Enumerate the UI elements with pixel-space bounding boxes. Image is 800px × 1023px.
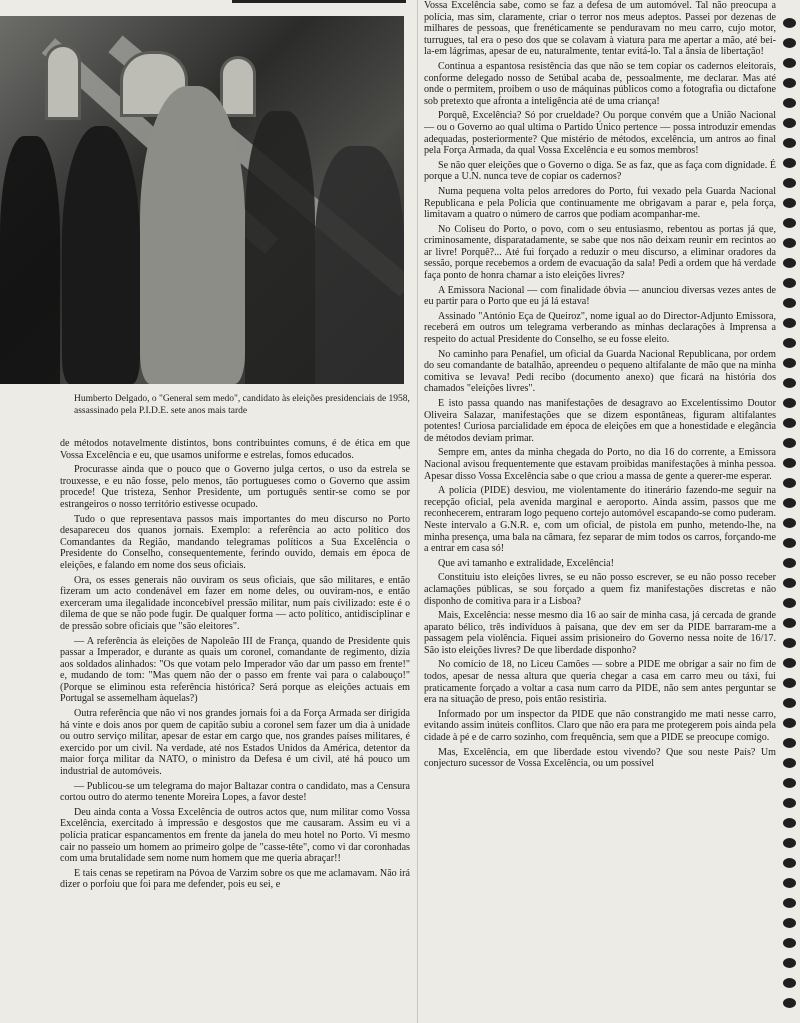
paragraph: Tudo o que representava passos mais importantes do meu discurso no Porto desapareceu dos quanos jornais. Exemplo: a referência ao acto político dos Comandantes da Região, mandando telegramas políticos a Sua Excelência o Presidente do Conselho, consequentemente, ferindo ouvido, demais em época de eleições, e falando em nome dos seus oficiais.	[60, 513, 410, 571]
binding-hole	[783, 78, 796, 88]
binding-hole	[783, 98, 796, 108]
binding-hole	[783, 478, 796, 488]
arched-window	[220, 56, 256, 117]
binding-hole	[783, 918, 796, 928]
paragraph: No caminho para Penafiel, um oficial da Guarda Nacional Republicana, por ordem do seu comandante de batalhão, apreendeu o pequeno altifalante de mão que na minha comitiva se levava! Pedi recibo (documento anexo) que ficará na história dos chamados "eleições livres".	[424, 348, 776, 395]
crowd-silhouette	[315, 146, 404, 384]
binding-hole	[783, 118, 796, 128]
historical-photograph	[0, 16, 404, 384]
paragraph: Procurasse ainda que o pouco que o Governo julga certos, o uso da estrela se trouxesse, e eu não fosse, pelo menos, tão portugueses como o Governo que assim procede! Que tristeza, Senhor Presidente, um português sentir-se como se por estrangeiros o nosso território estivesse ocupado.	[60, 464, 410, 510]
binding-hole	[783, 278, 796, 288]
crowd-silhouette	[245, 111, 315, 384]
paragraph: Que avi tamanho e extralidade, Excelência!	[438, 557, 614, 569]
paragraph: E tais cenas se repetiram na Póvoa de Varzim sobre os que me aclamavam. Não irá dizer o porfoiu que foi para me defender, pois eu sei, e	[60, 867, 410, 891]
binding-hole	[783, 698, 796, 708]
paragraph: Continua a espantosa resistência das que não se tem copiar os cadernos eleitorais, conforme delegado nosso de Setúbal acaba de, pessoalmente, me declarar. Mas até onde o permitem, proibem o uso de máquinas públicos como a fotografia ou dictafone sob pretexto que afronta a inteligência até de uma criança!	[424, 60, 776, 107]
paragraph: Outra referência que não vi nos grandes jornais foi a da Força Armada ser dirigida há vinte e dois anos por quem de capitão subiu a coronel sem fazer um dia à unidade ou outro serviço militar, apesar de estar em cargo que, nos grandes países militares, é exercido por um civil. Na verdade, até nos Estados Unidos da América, detentor da maior força militar da NATO, o ministro da Defesa é um civil, até há pouco um industrial de automóveis.	[60, 708, 410, 778]
binding-hole	[783, 518, 796, 528]
binding-hole	[783, 158, 796, 168]
binding-hole	[783, 678, 796, 688]
paragraph: Ora, os esses generais não ouviram os seus oficiais, que são militares, e então fizeram um acto condenável em fazer em nome deles, ou ouviram-nos, e então exerceram uma ilegalidade inconcebível pressão militar, num país civilizado: este é o dilema de que se não pode fugir. De qualquer forma — acto político, antidisciplinar e de pressão sobre oficiais que "são eleitores".	[60, 574, 410, 632]
paragraph: Constituiu isto eleições livres, se eu não posso escrever, se eu não posso receber aclamações públicas, se sou forçado a quem fiz manifestações discretas e não disponho de comitiva para ir a Lisboa?	[424, 572, 776, 607]
binding-hole	[783, 18, 796, 28]
binding-hole	[783, 618, 796, 628]
paragraph: Vossa Excelência sabe, como se faz a defesa de um automóvel. Tal não preocupa a polícia, mas sim, claramente, criar o terror nos meus adeptos. Passei por dezenas de milhares de pessoas, que frenéticamente se penduravam no meu carro, cujo motor, turrugues, tal era o peso dos que se colavam à viatura para me apertar a mão, até bei-la-em lágrimas, apesar de eu, naturalmente, tentar evitá-lo. Tal a ânsia de libertação!	[424, 0, 776, 58]
binding-hole	[783, 938, 796, 948]
binding-hole	[783, 858, 796, 868]
paragraph: Porquê, Excelência? Só por crueldade? Ou porque convém que a União Nacional — ou o Governo ao qual ultima o Partido Único pertence — possa introduzir emendas adequadas, posteriormente? Que mistério de métodos, excelência, um antros ao final pela Força Armada, da qual Vossa Excelência e eu somos membros!	[424, 110, 776, 157]
binding-hole	[783, 738, 796, 748]
binding-hole	[783, 398, 796, 408]
paragraph: E isto passa quando nas manifestações de desagravo ao Excelentíssimo Doutor Oliveira Salazar, manifestações que se dizem espontâneas, figuram altifalantes potentes! Curiosa parcialidade em época de eleições em que a honestidade e elegância de métodos deviam primar.	[424, 398, 776, 444]
binding-hole	[783, 798, 796, 808]
paragraph: — A referência às eleições de Napoleão III de França, quando de Presidente quis passar a Imperador, e durante as quais um coronel, comandante de regimento, dizia aos soldados alinhados: "Os que votam pelo Imperador vão dar um passo em frente!" e, mudando de tom: "Mas quem não der o passo em frente vai para o calabouço!" (Porque se eliminou esta referência histórica? Será porque as eleições actuais em Portugal se assemelham àquelas?)	[60, 635, 410, 705]
paragraph: Deu ainda conta a Vossa Excelência de outros actos que, num militar como Vossa Excelência, exercitado à impressão e desgostos que me causaram. Assim eu vi a polícia praticar espancamentos em frente da janela do meu hotel no Porto. Vi mesmo cair no passeio um homem ao primeiro golpe de "casse-tête", como vi dar coronhadas com uma brutalidade sem nome num homem que me queria abraçar!!	[60, 806, 410, 865]
paragraph: Se não quer eleições que o Governo o diga. Se as faz, que as faça com dignidade. É porque a U.N. nunca teve de copiar os cadernos?	[424, 159, 776, 183]
binding-hole	[783, 298, 796, 308]
binding-hole	[783, 498, 796, 508]
binding-hole	[783, 138, 796, 148]
crowd-silhouette	[0, 136, 60, 384]
binding-hole	[783, 658, 796, 668]
binding-hole	[783, 778, 796, 788]
photo-caption: Humberto Delgado, o "General sem medo", candidato às eleições presidenciais de 1958, assassinado pela P.I.D.E. sete anos mais tarde	[74, 394, 410, 416]
binding-hole	[783, 598, 796, 608]
general-figure	[140, 86, 245, 384]
paragraph: Informado por um inspector da PIDE que não constrangido me mati nesse carro, evitando assim inúteis conflitos. Claro que não era para me protegerem pois ainda pela cidade à pé e de carro sozinho, com frequência, sem que a PIDE se preocupe comigo.	[424, 708, 776, 744]
binding-hole	[783, 378, 796, 388]
right-column	[424, 0, 776, 1023]
binding-hole	[783, 978, 796, 988]
binding-hole	[783, 438, 796, 448]
column-divider	[417, 0, 418, 1023]
paragraph: Mais, Excelência: nesse mesmo dia 16 ao sair de minha casa, já cercada de grande aparato bélico, três indivíduos à paisana, que dev em ser da PIDE barraram-me a passagem pela violência. Fiquei assim prisioneiro do Governo nessa noite de 16/17. São isto eleições livres? De que liberdade disponho?	[424, 610, 776, 656]
binding-hole	[783, 578, 796, 588]
binding-holes	[778, 18, 800, 1018]
binding-hole	[783, 538, 796, 548]
paragraph: Assinado "António Eça de Queiroz", nome igual ao do Director-Adjunto Emissora, receberá em outros um telegrama verberando as minhas declarações à Imprensa a respeito do actual Presidente do Conselho, se eu fosse eleito.	[424, 310, 776, 346]
binding-hole	[783, 458, 796, 468]
paragraph: A polícia (PIDE) desviou, me violentamente do itinerário fazendo-me seguir na recepção oficial, pela avenida marginal e aeroporto. Ainda assim, passos que me reconhecerem, entraram logo pequeno cortejo automóvel escapando-se como puderam. Neste intervalo a G.N.R. e, com um oficial, de pistola em punho, metendo-lhe, na minha presença, uma bala na câmara, fez separar de mim todos os carros, forçando-me a entrar em casa só!	[424, 485, 776, 555]
binding-hole	[783, 878, 796, 888]
binding-hole	[783, 818, 796, 828]
paragraph: No Coliseu do Porto, o povo, com o seu entusiasmo, rebentou as portas já que, criminosamente, disparatadamente, se sabe que nos não deixam reunir em recintos ao ar livre! Porquê?... Até fui forçado a reduzir o meu discurso, a eliminar oradores da sessão, porque recebemos a ordem de evacuação da sala! Pedi a ordem que há verdade faça ponto de honra chamar a isto eleições livres?	[424, 223, 776, 282]
binding-hole	[783, 758, 796, 768]
binding-hole	[783, 718, 796, 728]
left-column	[60, 438, 410, 1023]
binding-hole	[783, 38, 796, 48]
paragraph: Numa pequena volta pelos arredores do Porto, fui vexado pela Guarda Nacional Republicana e pela Polícia que continuamente me obrigavam a parar e, pela força, limitavam a quatro o número de carros que podiam acompanhar-me.	[424, 185, 776, 221]
paragraph: No comício de 18, no Liceu Camões — sobre a PIDE me obrigar a sair no fim de todos, apesar de nessa altura que queria chegar a casa em carro meu ou táxi, fui praticamente forçado a voltar a casa num carro da PIDE, não sem antes perguntar se era na situação de preso, pois então resistiria.	[424, 659, 776, 706]
paragraph: A Emissora Nacional — com finalidade óbvia — anunciou diversas vezes antes de eu partir para o Porto que eu já lá estava!	[424, 284, 776, 308]
paragraph: Sempre em, antes da minha chegada do Porto, no dia 16 do corrente, a Emissora Nacional avisou frequentemente que estavam proibidas manifestações à minha pessoa. Apesar disso Vossa Excelência sabe o que criou a massa de gente a querer-me esperar.	[424, 447, 776, 482]
binding-hole	[783, 218, 796, 228]
binding-hole	[783, 198, 796, 208]
binding-hole	[783, 318, 796, 328]
binding-hole	[783, 178, 796, 188]
binding-hole	[783, 558, 796, 568]
paragraph: de métodos notavelmente distintos, bons contribuintes comuns, é de ética em que Vossa Excelência e eu, que usamos uniforme e estrelas, fomos educados.	[60, 438, 410, 461]
binding-hole	[783, 58, 796, 68]
binding-hole	[783, 958, 796, 968]
binding-hole	[783, 358, 796, 368]
paragraph: Mas, Excelência, em que liberdade estou vivendo? Que sou neste País? Um conjecturo sucessor de Vossa Excelência, ou um possível	[424, 746, 776, 770]
binding-hole	[783, 838, 796, 848]
binding-hole	[783, 998, 796, 1008]
binding-hole	[783, 418, 796, 428]
binding-hole	[783, 238, 796, 248]
woman-figure	[62, 126, 140, 384]
paragraph: — Publicou-se um telegrama do major Baltazar contra o candidato, mas a Censura cortou outro do atermo tenente Moreira Lopes, a favor deste!	[60, 780, 410, 804]
binding-hole	[783, 338, 796, 348]
top-rule	[232, 0, 406, 3]
binding-hole	[783, 898, 796, 908]
binding-hole	[783, 258, 796, 268]
binding-hole	[783, 638, 796, 648]
arched-window	[45, 44, 81, 120]
